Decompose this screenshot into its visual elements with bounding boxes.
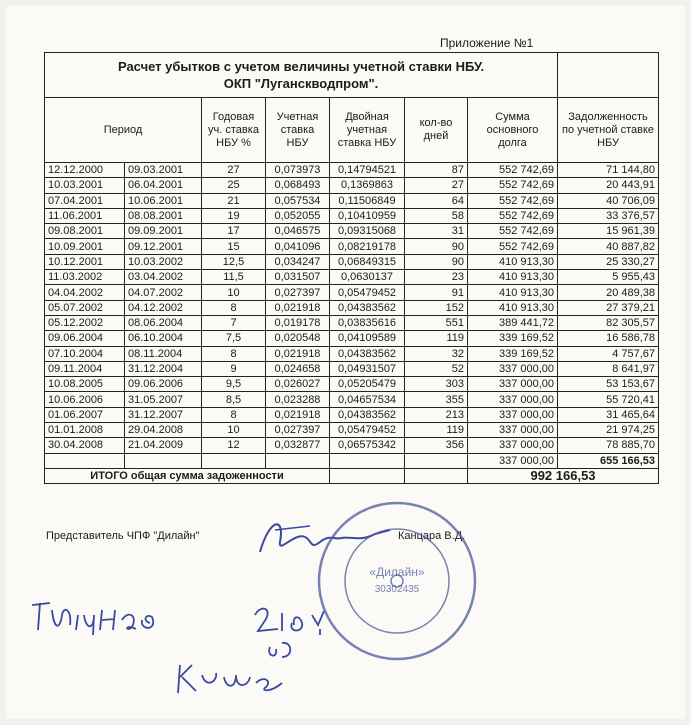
debt-cell: 40 887,82 [558,239,659,254]
days-cell: 64 [405,193,468,208]
period-from-cell: 10.03.2001 [45,178,125,193]
discount-rate-cell: 0,068493 [266,178,330,193]
double-rate-cell: 0,05479452 [330,423,405,438]
debt-cell: 55 720,41 [558,392,659,407]
annual-rate-cell: 12,5 [202,254,266,269]
table-row [45,300,659,315]
principal-cell: 552 742,69 [468,178,558,193]
total-empty-cell [405,468,468,483]
discount-rate-cell: 0,032877 [266,438,330,453]
period-from-cell: 05.12.2002 [45,315,125,330]
discount-rate-cell: 0,041096 [266,239,330,254]
double-rate-cell: 0,04931507 [330,361,405,376]
table-row [45,270,659,285]
principal-cell: 339 169,52 [468,346,558,361]
debt-cell: 20 443,91 [558,178,659,193]
annual-rate-cell: 8 [202,300,266,315]
days-cell: 58 [405,208,468,223]
principal-cell: 552 742,69 [468,239,558,254]
table-row [45,224,659,239]
appendix-label: Приложение №1 [440,36,534,50]
principal-cell: 552 742,69 [468,224,558,239]
period-from-cell: 30.04.2008 [45,438,125,453]
period-to-cell: 08.08.2001 [125,208,202,223]
days-cell: 27 [405,178,468,193]
double-rate-cell: 0,04383562 [330,407,405,422]
table-row [45,331,659,346]
principal-cell: 337 000,00 [468,377,558,392]
annual-rate-cell: 7 [202,315,266,330]
principal-cell: 410 913,30 [468,285,558,300]
days-cell: 87 [405,163,468,178]
double-rate-cell: 0,06849315 [330,254,405,269]
subtotal-empty-cell [405,453,468,468]
header-principal: Сумма основного долга [468,98,558,163]
days-cell: 91 [405,285,468,300]
principal-cell: 339 169,52 [468,331,558,346]
header-annual-rate: Годовая уч. ставка НБУ % [202,98,266,163]
period-to-cell: 04.12.2002 [125,300,202,315]
debt-cell: 78 885,70 [558,438,659,453]
days-cell: 303 [405,377,468,392]
double-rate-cell: 0,1369863 [330,178,405,193]
title-line-1: Расчет убытков с учетом величины учетной ставки НБУ. [117,59,485,74]
principal-cell: 337 000,00 [468,438,558,453]
debt-cell: 20 489,38 [558,285,659,300]
period-from-cell: 10.12.2001 [45,254,125,269]
discount-rate-cell: 0,073973 [266,163,330,178]
annual-rate-cell: 9 [202,361,266,376]
period-to-cell: 06.04.2001 [125,178,202,193]
period-to-cell: 21.04.2009 [125,438,202,453]
table-row [45,407,659,422]
days-cell: 119 [405,331,468,346]
table-row [45,315,659,330]
debt-cell: 31 465,64 [558,407,659,422]
period-to-cell: 10.06.2001 [125,193,202,208]
days-cell: 152 [405,300,468,315]
period-to-cell: 09.12.2001 [125,239,202,254]
debt-cell: 53 153,67 [558,377,659,392]
debt-cell: 40 706,09 [558,193,659,208]
annual-rate-cell: 8 [202,407,266,422]
total-row [45,468,659,483]
header-days: кол-во дней [405,98,468,163]
principal-cell: 552 742,69 [468,208,558,223]
period-to-cell: 08.11.2004 [125,346,202,361]
subtotal-debt: 655 166,53 [558,453,659,468]
table-row [45,254,659,269]
period-from-cell: 09.06.2004 [45,331,125,346]
principal-cell: 337 000,00 [468,392,558,407]
annual-rate-cell: 8 [202,346,266,361]
subtotal-empty-cell [125,453,202,468]
double-rate-cell: 0,03835616 [330,315,405,330]
principal-cell: 337 000,00 [468,407,558,422]
table-row [45,239,659,254]
table-title [45,53,558,98]
debt-cell: 5 955,43 [558,270,659,285]
debt-cell: 15 961,39 [558,224,659,239]
table-row [45,346,659,361]
days-cell: 52 [405,361,468,376]
period-from-cell: 11.06.2001 [45,208,125,223]
principal-cell: 552 742,69 [468,163,558,178]
days-cell: 356 [405,438,468,453]
header-debt: Задолженность по учетной ставке НБУ [558,98,659,163]
double-rate-cell: 0,08219178 [330,239,405,254]
annual-rate-cell: 10 [202,423,266,438]
double-rate-cell: 0,04657534 [330,392,405,407]
period-to-cell: 31.12.2004 [125,361,202,376]
annual-rate-cell: 9,5 [202,377,266,392]
title-row [45,53,659,98]
period-from-cell: 10.09.2001 [45,239,125,254]
principal-cell: 389 441,72 [468,315,558,330]
subtotal-empty-cell [266,453,330,468]
principal-cell: 552 742,69 [468,193,558,208]
days-cell: 355 [405,392,468,407]
debt-cell: 16 586,78 [558,331,659,346]
debt-cell: 4 757,67 [558,346,659,361]
period-from-cell: 11.03.2002 [45,270,125,285]
debt-cell: 33 376,57 [558,208,659,223]
period-from-cell: 07.10.2004 [45,346,125,361]
svg-text:«Дилайн»: «Дилайн» [369,565,425,579]
discount-rate-cell: 0,031507 [266,270,330,285]
discount-rate-cell: 0,019178 [266,315,330,330]
days-cell: 90 [405,254,468,269]
header-period: Период [45,98,202,163]
debt-cell: 25 330,27 [558,254,659,269]
loss-calculation-table [44,52,659,484]
total-label: ИТОГО общая сумма задоженности [45,468,330,483]
annual-rate-cell: 11,5 [202,270,266,285]
period-from-cell: 04.04.2002 [45,285,125,300]
principal-cell: 337 000,00 [468,423,558,438]
days-cell: 31 [405,224,468,239]
annual-rate-cell: 10 [202,285,266,300]
subtotal-row [45,453,659,468]
debt-cell: 27 379,21 [558,300,659,315]
discount-rate-cell: 0,057534 [266,193,330,208]
discount-rate-cell: 0,020548 [266,331,330,346]
subtotal-empty-cell [45,453,125,468]
discount-rate-cell: 0,027397 [266,423,330,438]
discount-rate-cell: 0,046575 [266,224,330,239]
period-to-cell: 08.06.2004 [125,315,202,330]
period-to-cell: 09.09.2001 [125,224,202,239]
title-line-2: ОКП "Луганскводпром". [223,76,379,91]
discount-rate-cell: 0,024658 [266,361,330,376]
annual-rate-cell: 17 [202,224,266,239]
period-from-cell: 01.06.2007 [45,407,125,422]
double-rate-cell: 0,04109589 [330,331,405,346]
discount-rate-cell: 0,023288 [266,392,330,407]
debt-cell: 21 974,25 [558,423,659,438]
days-cell: 551 [405,315,468,330]
double-rate-cell: 0,10410959 [330,208,405,223]
period-to-cell: 03.04.2002 [125,270,202,285]
days-cell: 23 [405,270,468,285]
debt-cell: 71 144,80 [558,163,659,178]
subtotal-empty-cell [202,453,266,468]
period-to-cell: 09.03.2001 [125,163,202,178]
table-row [45,163,659,178]
annual-rate-cell: 25 [202,178,266,193]
period-from-cell: 12.12.2000 [45,163,125,178]
handwritten-approval [20,585,380,700]
period-to-cell: 06.10.2004 [125,331,202,346]
table-row [45,377,659,392]
double-rate-cell: 0,05205479 [330,377,405,392]
annual-rate-cell: 8,5 [202,392,266,407]
days-cell: 90 [405,239,468,254]
table-row [45,285,659,300]
period-to-cell: 31.12.2007 [125,407,202,422]
annual-rate-cell: 27 [202,163,266,178]
header-row [45,98,659,163]
signer-name: Канцара В.Д. [398,530,466,542]
period-to-cell: 31.05.2007 [125,392,202,407]
annual-rate-cell: 12 [202,438,266,453]
svg-text:30302435: 30302435 [374,584,420,595]
period-from-cell: 05.07.2002 [45,300,125,315]
table-row [45,392,659,407]
table-row [45,361,659,376]
principal-cell: 337 000,00 [468,361,558,376]
days-cell: 119 [405,423,468,438]
double-rate-cell: 0,05479452 [330,285,405,300]
representative-label: Представитель ЧПФ "Дилайн" [46,530,200,542]
title-empty-cell [558,53,659,98]
table-row [45,423,659,438]
double-rate-cell: 0,11506849 [330,193,405,208]
period-to-cell: 09.06.2006 [125,377,202,392]
double-rate-cell: 0,14794521 [330,163,405,178]
period-to-cell: 10.03.2002 [125,254,202,269]
discount-rate-cell: 0,027397 [266,285,330,300]
total-empty-cell [330,468,405,483]
discount-rate-cell: 0,026027 [266,377,330,392]
double-rate-cell: 0,06575342 [330,438,405,453]
period-from-cell: 01.01.2008 [45,423,125,438]
annual-rate-cell: 21 [202,193,266,208]
period-from-cell: 07.04.2001 [45,193,125,208]
header-discount-rate: Учетная ставка НБУ [266,98,330,163]
period-from-cell: 10.08.2005 [45,377,125,392]
double-rate-cell: 0,04383562 [330,346,405,361]
discount-rate-cell: 0,021918 [266,300,330,315]
total-value: 992 166,53 [468,468,659,483]
subtotal-empty-cell [330,453,405,468]
double-rate-cell: 0,04383562 [330,300,405,315]
period-to-cell: 04.07.2002 [125,285,202,300]
principal-cell: 410 913,30 [468,270,558,285]
discount-rate-cell: 0,021918 [266,346,330,361]
table-row [45,178,659,193]
days-cell: 213 [405,407,468,422]
period-from-cell: 09.08.2001 [45,224,125,239]
annual-rate-cell: 19 [202,208,266,223]
subtotal-principal: 337 000,00 [468,453,558,468]
days-cell: 32 [405,346,468,361]
debt-cell: 8 641,97 [558,361,659,376]
discount-rate-cell: 0,052055 [266,208,330,223]
period-from-cell: 09.11.2004 [45,361,125,376]
annual-rate-cell: 15 [202,239,266,254]
principal-cell: 410 913,30 [468,300,558,315]
double-rate-cell: 0,0630137 [330,270,405,285]
debt-cell: 82 305,57 [558,315,659,330]
principal-cell: 410 913,30 [468,254,558,269]
period-from-cell: 10.06.2006 [45,392,125,407]
double-rate-cell: 0,09315068 [330,224,405,239]
annual-rate-cell: 7,5 [202,331,266,346]
table-row [45,438,659,453]
header-double-rate: Двойная учетная ставка НБУ [330,98,405,163]
table-row [45,208,659,223]
table-row [45,193,659,208]
discount-rate-cell: 0,034247 [266,254,330,269]
discount-rate-cell: 0,021918 [266,407,330,422]
period-to-cell: 29.04.2008 [125,423,202,438]
